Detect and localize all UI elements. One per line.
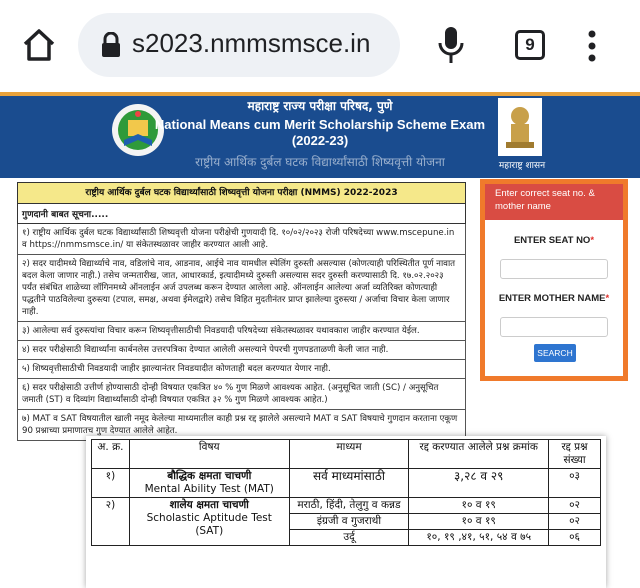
- col-header-sr: अ. क्र.: [92, 440, 130, 469]
- search-button[interactable]: SEARCH: [534, 344, 576, 362]
- col-header-subject: विषय: [129, 440, 289, 469]
- home-icon[interactable]: [22, 28, 56, 62]
- mother-name-input[interactable]: [500, 317, 608, 337]
- cell-questions: १०, १९ ,४१, ५१, ५४ व ७५: [409, 530, 549, 546]
- notice-item: १) राष्ट्रीय आर्थिक दुर्बल घटक विद्यार्थ्यांसाठी शिष्यवृत्ती योजना परीक्षेची गुणयादी दि. १०/०२/२०२३ रोजी परिषदेच्या www.mscepune.in व https://nmmsmsce.in/ या संकेतस्थळावर जाहीर करण्यात आली आहे.: [17, 224, 466, 255]
- browser-toolbar: [0, 0, 640, 92]
- form-header: Enter correct seat no. & mother name: [485, 184, 623, 220]
- cell-count: ०२: [549, 498, 601, 514]
- subject-english: Mental Ability Test (MAT): [144, 483, 274, 495]
- cell-sr: २): [92, 498, 130, 546]
- lock-icon[interactable]: [100, 32, 122, 58]
- cell-subject: [129, 469, 289, 498]
- cell-sr: १): [92, 469, 130, 498]
- url-text[interactable]: s2023.nmmsmsce.in: [132, 28, 371, 58]
- cell-questions: ३,२८ व २९: [409, 469, 549, 498]
- cancelled-questions-table: [86, 436, 606, 588]
- notice-item: २) सदर यादीमध्ये विद्यार्थ्याचे नाव, वडिलांचे नाव, आडनाव, आईचे नाव यामधील स्पेलिंग दुरुस्ती असल्यास (कोणत्याही परिस्थितीत पूर्ण नावात बदल केला जाणार नाही.) तसेच जन्मतारीख, जात, आधारकार्ड, इत्यादीमध्ये दुरुस्ती असल्यास सदर दुरुस्ती करण्यासाठी दि. १७.०२.२०२३ पर्यंत संबंधित शाळेच्या लॉगिनमध्ये ऑनलाईन अर्ज उपलब्ध करून देण्यात आलेला आहे. ऑनलाईन आलेल्या अर्जा व्यतिरिक्त कोणत्याही पद्धतीने पाठविलेल्या दुरुस्त्या (टपाल, समक्ष, अथवा ईमेलद्वारे) तसेच विहित मुदतीनंतर प्राप्त झालेल्या दुरुस्त्या / अर्जाचा विचार केला जाणार नाही.: [17, 255, 466, 322]
- cell-subject: [129, 498, 289, 546]
- subject-marathi: शालेय क्षमता चाचणी: [169, 499, 249, 511]
- col-header-count: रद्द प्रश्न संख्या: [549, 440, 601, 469]
- col-header-questions: रद्द करण्यात आलेले प्रश्न क्रमांक: [409, 440, 549, 469]
- emblem-caption: महाराष्ट्र शासन: [498, 161, 546, 171]
- mother-name-label: ENTER MOTHER NAME*: [498, 293, 610, 304]
- table-header-row: [92, 440, 601, 469]
- cell-medium: इंग्रजी व गुजराथी: [289, 514, 409, 530]
- col-header-medium: माध्यम: [289, 440, 409, 469]
- table-row: [92, 469, 601, 498]
- mic-icon[interactable]: [438, 26, 464, 64]
- tab-switcher-icon[interactable]: 9: [515, 30, 545, 60]
- banner-exam-year: (2022-23): [291, 133, 349, 148]
- notice-item: ७) MAT व SAT विषयातील खाली नमूद केलेल्या माध्यमातील काही प्रश्न रद्द झालेले असल्याने MAT व SAT विषयाचे गुणदान करताना एकूण 90 प्रश्नाच्या प्रमाणातच गुण देण्यात आलेले आहेत.: [17, 410, 466, 441]
- cell-medium: सर्व माध्यमांसाठी: [289, 469, 409, 498]
- table-row: [92, 498, 601, 514]
- banner-strip: [0, 92, 640, 96]
- overflow-menu-icon[interactable]: [588, 30, 596, 62]
- subject-marathi: बौद्धिक क्षमता चाचणी: [167, 470, 252, 482]
- banner-scheme-title: राष्ट्रीय आर्थिक दुर्बल घटक विद्यार्थ्यांसाठी शिष्यवृत्ती योजना: [195, 155, 445, 169]
- notice-title: राष्ट्रीय आर्थिक दुर्बल घटक विद्यार्थ्यांसाठी शिष्यवृत्ती योजना परीक्षा (NMMS) 2022-2023: [17, 182, 466, 204]
- site-banner: [0, 92, 640, 178]
- seat-no-label: ENTER SEAT NO*: [513, 235, 595, 246]
- cell-medium: मराठी, हिंदी, तेलुगु व कन्नड: [289, 498, 409, 514]
- notice-item: ६) सदर परीक्षेसाठी उत्तीर्ण होण्यासाठी दोन्ही विषयात एकत्रित ४० % गुण मिळणे आवश्यक आहेत. (अनुसूचित जाती (SC) / अनुसूचित जमाती (ST) व दिव्यांग विद्यार्थ्यांसाठी दोन्ही विषयात एकत्रित ३२ % गुण मिळणे आवश्यक आहेत.): [17, 379, 466, 410]
- result-search-form: [480, 179, 628, 381]
- notice-item: ३) आलेल्या सर्व दुरुस्त्यांचा विचार करून शिष्यवृत्तीसाठीची निवडयादी परिषदेच्या संकेतस्थळावर यथावकाश जाहीर करण्यात येईल.: [17, 322, 466, 341]
- seat-no-input[interactable]: [500, 259, 608, 279]
- subject-english: Scholastic Aptitude Test (SAT): [146, 512, 272, 537]
- cell-questions: १० व १९: [409, 498, 549, 514]
- cell-medium: उर्दू: [289, 530, 409, 546]
- notice-subtitle: गुणदानी बाबत सूचना.....: [17, 204, 466, 224]
- cell-questions: १० व १९: [409, 514, 549, 530]
- banner-exam-title: National Means cum Merit Scholarship Scheme Exam: [154, 117, 486, 132]
- cell-count: ०२: [549, 514, 601, 530]
- notice-panel: [17, 182, 466, 441]
- cell-count: ०३: [549, 469, 601, 498]
- banner-council-name: महाराष्ट्र राज्य परीक्षा परिषद, पुणे: [247, 99, 393, 113]
- cell-count: ०६: [549, 530, 601, 546]
- notice-item: ४) सदर परीक्षेसाठी विद्यार्थ्यांना कार्बनलेस उत्तरपत्रिका देण्यात आलेली असल्याने पेपरची गुणपडताळणी केली जात नाही.: [17, 341, 466, 360]
- state-emblem-icon: [498, 98, 542, 156]
- notice-item: ५) शिष्यवृत्तीसाठीची निवडयादी जाहीर झाल्यानंतर निवडयादीत कोणताही बदल करण्यात येणार नाही.: [17, 360, 466, 379]
